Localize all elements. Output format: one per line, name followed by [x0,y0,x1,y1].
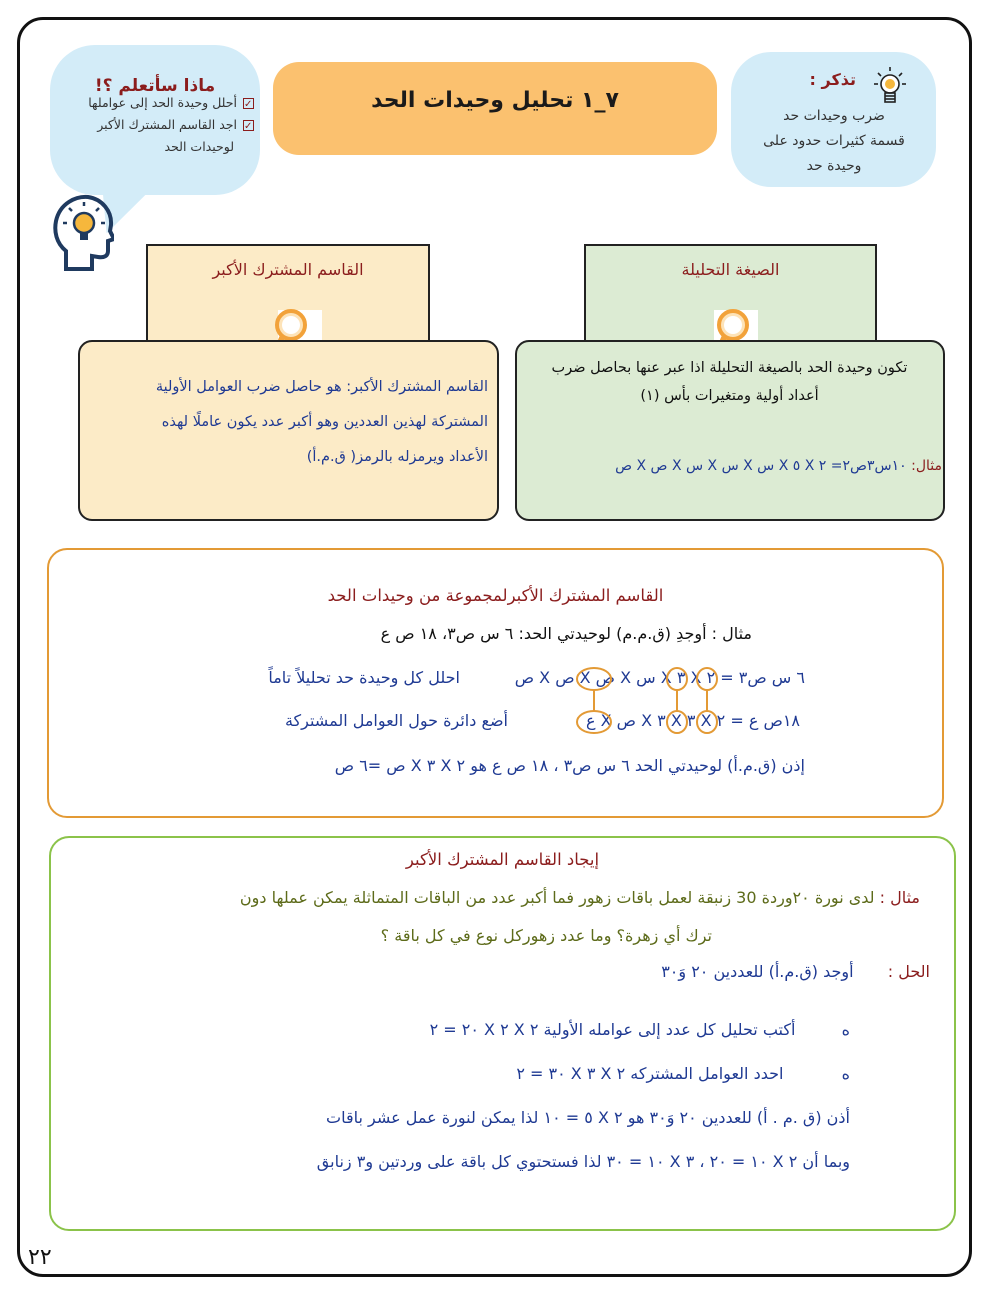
page-title: ٧_١ تحليل وحيدات الحد [371,88,619,113]
circle-common-factor [697,711,717,733]
factor-row-2: ١٨ص ع = ٢ X ٣ X ٣ X ص X ع [585,711,800,730]
analysis-definition: تكون وحيدة الحد بالصيغة التحليلة اذا عبر عنها بحاصل ضرب أعداد أولية ومتغيرات بأس (١) [551,360,908,404]
head-lightbulb-icon [52,193,114,271]
bullet-icon: ه [841,1064,850,1083]
step-row: ه أكتب تحليل كل عدد إلى عوامله الأولية ٢ X ٢ X ٢٠ = ٢ [429,1020,850,1039]
gcf-tab-label: القاسم المشترك الأكبر [212,260,364,279]
remember-title: تذكر : [809,70,856,89]
circle-common-factor [577,668,611,690]
analysis-example: مثال: ١٠س٣ص٢= ٢ X ٥ X س X س X س X ص X ص [615,458,942,474]
gcf-definition: القاسم المشترك الأكبر: هو حاصل ضرب العوامل الأولية المشتركة لهذين العددين وهو أكبر عدد يكون عاملًا لهذه الأعداد ويرمزله بالرمز( ق.م.أ) [155,379,488,465]
learn-list [58,92,254,158]
circle-common-factor [697,668,717,690]
circle-common-factor [667,711,687,733]
finding-gcf-example-line-2: ترك أي زهرة؟ وما عدد زهوركل نوع في كل باقة ؟ [380,926,712,945]
bullet-icon: ه [841,1020,850,1039]
gcf-group-conclusion: إذن (ق.م.أ) لوحيدتي الحد ٦ س ص٣ ، ١٨ ص ع هو ٢ X ٣ X ص =٦ ص [334,756,805,775]
page-number: ٢٢ [28,1245,52,1270]
finding-gcf-heading: إيجاد القاسم المشترك الأكبر [405,850,600,869]
analysis-tab-stem-right [758,308,877,342]
analysis-tab-stem-left [584,308,714,342]
learn-title: ماذا سأتعلم ؟! [94,76,216,96]
finding-gcf-example-line-1: مثال : لدى نورة ٢٠وردة 30 زنبقة لعمل باقات زهور فما أكبر عدد من الباقات المتماثلة يمكن عملها دون [239,888,920,907]
analysis-tab-label: الصيغة التحليلة [681,260,780,279]
factor-row-1-note: احلل كل وحيدة حد تحليلاً تاماً [268,668,460,687]
lightbulb-icon [873,64,907,108]
checkbox-icon [243,120,254,131]
factor-row-1: ٦ س ص٣ = ٢ X ٣ X س X ص X ص X ص [514,668,805,687]
solution-line: الحل : أوجد (ق.م.أ) للعددين ٢٠ وَ٣٠ [661,962,930,981]
gcf-group-heading: القاسم المشترك الأكبرلمجموعة من وحيدات الحد [327,586,664,605]
learn-item: ✓اجد القاسم المشترك الأكبر [58,114,254,136]
circle-common-factor [667,668,687,690]
gcf-group-example: مثال : أوجدِ (ق.م.م) لوحيدتي الحد: ٦ س ص٣، ١٨ ص ع [380,624,752,643]
circle-common-factor [577,711,611,733]
step-row: ه احدد العوامل المشتركه ٢ X ٣ X ٣٠ = ٢ [516,1064,850,1083]
gcf-tab-stem-right [322,308,430,342]
learn-item: ✓أحلل وحيدة الحد إلى عواملها [58,92,254,114]
common-factor-circles [570,660,730,740]
result-line-1: أذن (ق .م . أ) للعددين ٢٠ وَ٣٠ هو ٢ X ٥ = ١٠ لذا يمكن لنورة عمل عشر باقات [326,1108,850,1127]
result-line-2: وبما أن ٢ X ١٠ = ٢٠ ، ٣ X ١٠ = ٣٠ لذا فستحتوي كل باقة على وردتين و٣ زنابق [316,1152,850,1171]
factor-row-2-note: أضع دائرة حول العوامل المشتركة [284,711,508,730]
checkbox-icon [243,98,254,109]
remember-lines: ضرب وحيدات حد قسمة كثيرات حدود على وحيدة حد [763,108,905,174]
gcf-tab-stem-left [146,308,278,342]
learn-item: لوحيدات الحد [164,139,234,154]
